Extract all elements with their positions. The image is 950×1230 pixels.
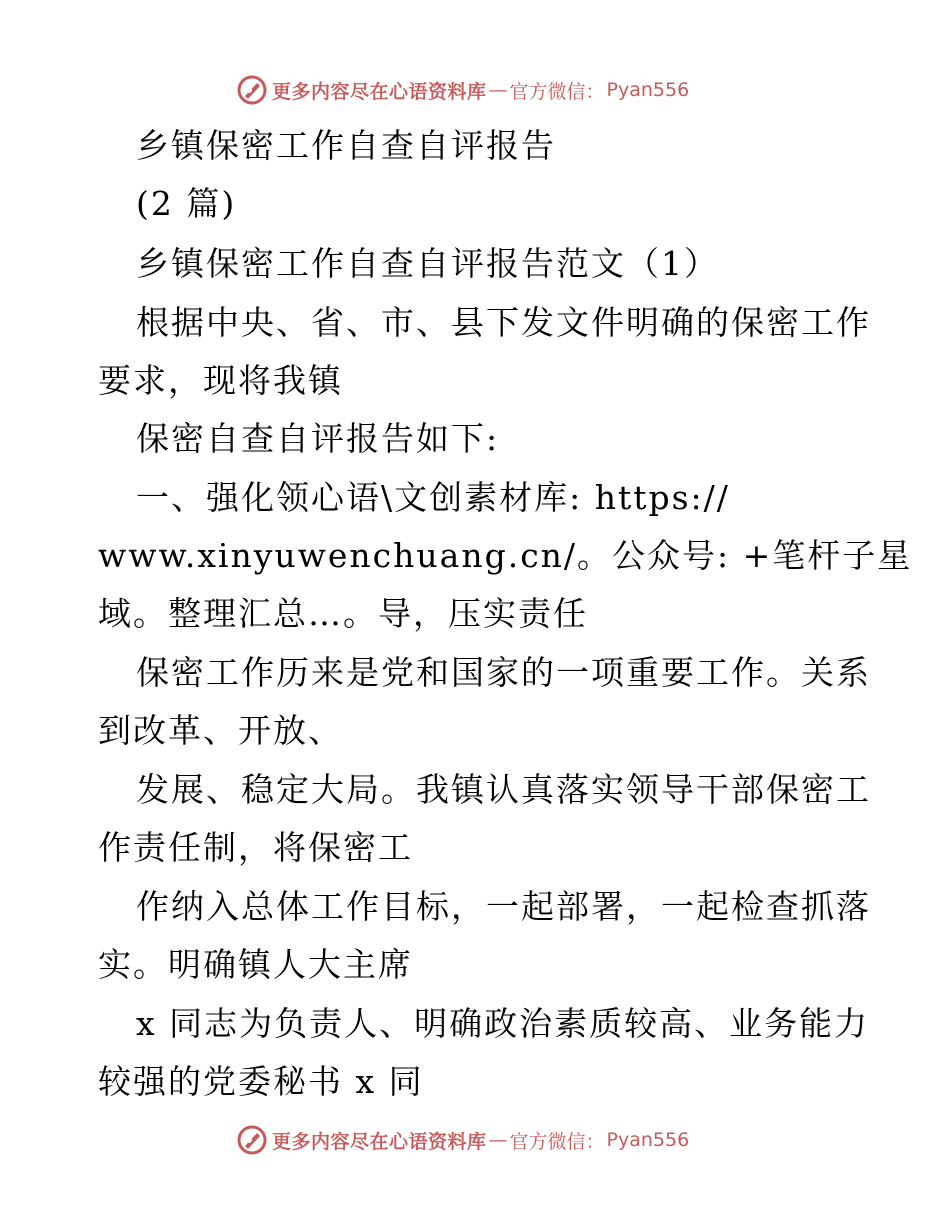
text-line: 作责任制，将保密工 xyxy=(98,828,413,867)
footer-watermark xyxy=(236,1122,716,1158)
watermark-main-text: 更多内容尽在心语资料库 xyxy=(272,80,487,103)
pen-logo-icon xyxy=(236,74,268,106)
text-line: 实。明确镇人大主席 xyxy=(98,945,413,984)
text-line: 到改革、开放、 xyxy=(98,711,343,750)
text-line: 保密工作历来是党和国家的一项重要工作。关系 xyxy=(136,653,871,692)
watermark-sub-text: 官方微信： xyxy=(509,80,605,103)
section-title: 乡镇保密工作自查自评报告范文（1） xyxy=(136,244,719,283)
text-line: 根据中央、省、市、县下发文件明确的保密工作 xyxy=(136,303,871,342)
text-line: 一、强化领心语\文创素材库: https:// xyxy=(136,478,730,517)
watermark-dash: — xyxy=(488,79,508,101)
text-line: 保密自查自评报告如下: xyxy=(136,419,500,458)
watermark-main-text: 更多内容尽在心语资料库 xyxy=(272,1130,487,1153)
header-watermark xyxy=(236,72,716,108)
document-title: 乡镇保密工作自查自评报告 xyxy=(136,126,556,165)
text-line: 较强的党委秘书 x 同 xyxy=(98,1062,424,1101)
watermark-wechat-id: Pyan556 xyxy=(606,1129,690,1151)
document-subtitle: (2 篇) xyxy=(136,184,237,223)
text-line: 发展、稳定大局。我镇认真落实领导干部保密工 xyxy=(136,770,871,809)
pen-logo-icon xyxy=(236,1124,268,1156)
text-line: 作纳入总体工作目标，一起部署，一起检查抓落 xyxy=(136,887,871,926)
watermark-dash: — xyxy=(488,1129,508,1151)
text-line: www.xinyuwenchuang.cn/。公众号: +笔杆子星 xyxy=(98,536,913,575)
watermark-wechat-id: Pyan556 xyxy=(606,79,690,101)
text-line: 要求，现将我镇 xyxy=(98,361,343,400)
text-line: x 同志为负责人、明确政治素质较高、业务能力 xyxy=(136,1004,870,1043)
watermark-sub-text: 官方微信： xyxy=(509,1130,605,1153)
text-line: 域。整理汇总…。导，压实责任 xyxy=(98,594,588,633)
